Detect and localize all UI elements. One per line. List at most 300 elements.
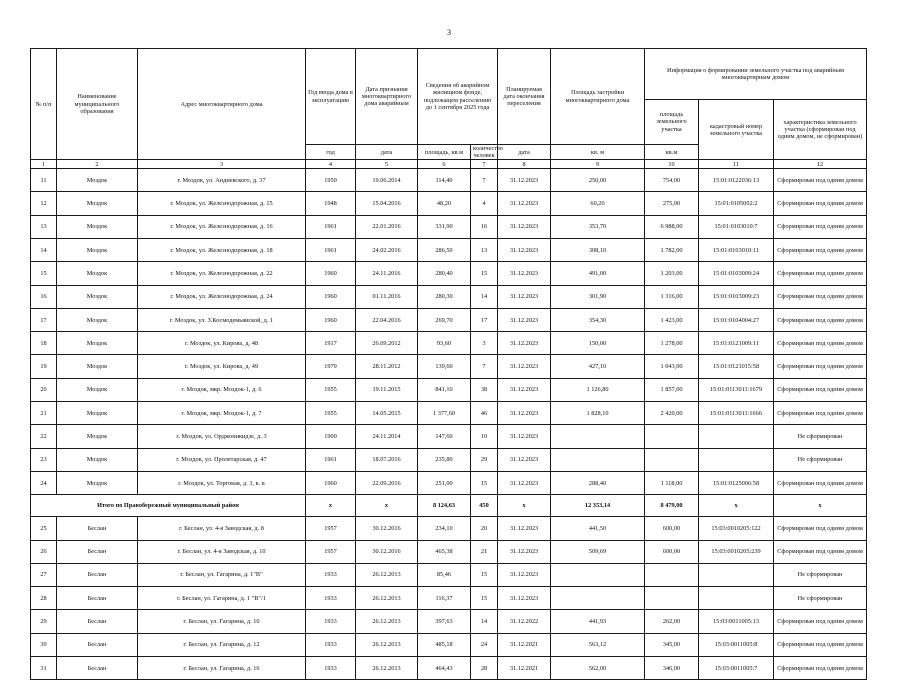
cell-people: 28: [471, 657, 498, 680]
cell-address: г. Моздок, ул. Торговая, д. 3, к. в: [138, 471, 306, 494]
cell-land-area: 1 278,00: [645, 332, 699, 355]
cell-municipality: Моздок: [57, 169, 138, 192]
cell-area: 485,18: [418, 633, 471, 656]
total-c8: x: [498, 495, 551, 517]
cell-area: 269,70: [418, 308, 471, 331]
total-c7: 450: [471, 495, 498, 517]
cell-municipality: Моздок: [57, 262, 138, 285]
column-number: 8: [498, 160, 551, 169]
cell-address: г. Моздок, мкр. Моздок-1, д. 6: [138, 378, 306, 401]
cell-cadastral-number: 15:01:0121009:11: [699, 332, 774, 355]
cell-people: 10: [471, 425, 498, 448]
cell-address: г. Беслан, ул. Гагарина, д. 16: [138, 657, 306, 680]
cell-address: г. Моздок, ул. Железнодорожная, д. 16: [138, 215, 306, 238]
cell-area: 85,46: [418, 563, 471, 586]
table-row: [31, 425, 867, 448]
cell-people: 15: [471, 471, 498, 494]
cell-area: 397,63: [418, 610, 471, 633]
cell-built-area: [551, 563, 645, 586]
cell-planned-date: 31.12.2023: [498, 540, 551, 563]
cell-address: г. Беслан, ул. Гагарина, д. 10: [138, 610, 306, 633]
cell-cadastral-number: 15:03:0011005:8: [699, 633, 774, 656]
table-row: [31, 448, 867, 471]
cell-year: 1960: [306, 262, 356, 285]
cell-planned-date: 31.12.2021: [498, 657, 551, 680]
cell-land-status: Сформирован под одним домом: [774, 633, 867, 656]
cell-built-area: 288,40: [551, 471, 645, 494]
cell-address: г. Моздок, ул. Кирова, д. 49: [138, 355, 306, 378]
cell-municipality: Моздок: [57, 215, 138, 238]
cell-land-status: Сформирован под одним домом: [774, 169, 867, 192]
cell-address: г. Беслан, ул. Гагарина, д. 1 "В"/1: [138, 587, 306, 610]
cell-built-area: 441,50: [551, 517, 645, 540]
cell-land-area: 1 118,00: [645, 471, 699, 494]
cell-land-status: Сформирован под одним домом: [774, 402, 867, 425]
column-number: 11: [699, 160, 774, 169]
table-row: [31, 192, 867, 215]
table-row: [31, 355, 867, 378]
cell-row-num: 28: [31, 587, 57, 610]
cell-planned-date: 31.12.2023: [498, 332, 551, 355]
cell-people: 7: [471, 169, 498, 192]
cell-row-num: 14: [31, 238, 57, 261]
cell-emergency-date: 24.02.2016: [356, 238, 418, 261]
cell-land-status: Сформирован под одним домом: [774, 378, 867, 401]
cell-planned-date: 31.12.2023: [498, 402, 551, 425]
table-row: [31, 563, 867, 586]
col-header-land-char: характеристика земельного участка (сформирован под одним домом, не сформирован): [774, 100, 867, 160]
cell-emergency-date: 24.11.2016: [356, 262, 418, 285]
cell-land-status: Сформирован под одним домом: [774, 332, 867, 355]
cell-row-num: 19: [31, 355, 57, 378]
cell-municipality: Моздок: [57, 425, 138, 448]
cell-year: 1960: [306, 471, 356, 494]
cell-municipality: Беслан: [57, 540, 138, 563]
cell-land-status: Сформирован под одним домом: [774, 262, 867, 285]
column-number: 12: [774, 160, 867, 169]
col-header-housing-info: Сведения об аварийном жилищном фонде, подлежащем расселению до 1 сентября 2025 года: [418, 49, 498, 145]
col-header-year: Год ввода дома в эксплуатацию: [306, 49, 356, 145]
cell-municipality: Моздок: [57, 471, 138, 494]
column-numbers-row: [31, 160, 867, 169]
cell-emergency-date: 19.11.2015: [356, 378, 418, 401]
cell-cadastral-number: 15:01:0105002:2: [699, 192, 774, 215]
cell-municipality: Беслан: [57, 517, 138, 540]
cell-area: 114,40: [418, 169, 471, 192]
cell-cadastral-number: 15:03:0010205:239: [699, 540, 774, 563]
cell-land-status: Сформирован под одним домом: [774, 355, 867, 378]
cell-cadastral-number: 15:01:0103010:11: [699, 238, 774, 261]
cell-land-status: Сформирован под одним домом: [774, 285, 867, 308]
cell-cadastral-number: [699, 425, 774, 448]
cell-people: 15: [471, 563, 498, 586]
table-row: [31, 587, 867, 610]
cell-emergency-date: 24.11.2014: [356, 425, 418, 448]
unit-built-area: кв. м: [551, 145, 645, 160]
cell-planned-date: 31.12.2023: [498, 308, 551, 331]
cell-land-area: 1 316,00: [645, 285, 699, 308]
cell-municipality: Моздок: [57, 285, 138, 308]
cell-people: 16: [471, 215, 498, 238]
col-header-cadastral: кадастровый номер земельного участка: [699, 100, 774, 160]
cell-area: 48,20: [418, 192, 471, 215]
cell-emergency-date: 26.12.2013: [356, 563, 418, 586]
cell-emergency-date: 26.12.2013: [356, 587, 418, 610]
unit-planned-date: дата: [498, 145, 551, 160]
cell-planned-date: 31.12.2023: [498, 285, 551, 308]
column-number: 5: [356, 160, 418, 169]
table-row: [31, 308, 867, 331]
cell-municipality: Беслан: [57, 610, 138, 633]
cell-built-area: 563,12: [551, 633, 645, 656]
cell-land-area: 754,00: [645, 169, 699, 192]
cell-municipality: Беслан: [57, 563, 138, 586]
cell-land-area: [645, 448, 699, 471]
col-header-address: Адрес многоквартирного дома: [138, 49, 306, 160]
cell-row-num: 22: [31, 425, 57, 448]
col-header-num: № п/п: [31, 49, 57, 160]
cell-address: г. Моздок, ул. Орджоникидзе, д. 3: [138, 425, 306, 448]
table-row: [31, 238, 867, 261]
cell-emergency-date: 22.01.2016: [356, 215, 418, 238]
cell-address: г. Моздок, ул. Пролетарская, д. 47: [138, 448, 306, 471]
cell-area: 235,80: [418, 448, 471, 471]
cell-address: г. Моздок, ул. З.Космодемьянской, д. 1: [138, 308, 306, 331]
cell-row-num: 18: [31, 332, 57, 355]
cell-land-area: 262,00: [645, 610, 699, 633]
cell-row-num: 25: [31, 517, 57, 540]
cell-address: г. Беслан, ул. 4-я Заводская, д. 10: [138, 540, 306, 563]
cell-emergency-date: 01.11.2016: [356, 285, 418, 308]
cell-row-num: 17: [31, 308, 57, 331]
cell-cadastral-number: [699, 587, 774, 610]
unit-area: площадь, кв.м: [418, 145, 471, 160]
cell-cadastral-number: 15:01:0125006:58: [699, 471, 774, 494]
cell-row-num: 29: [31, 610, 57, 633]
cell-planned-date: 31.12.2023: [498, 262, 551, 285]
cell-planned-date: 31.12.2023: [498, 517, 551, 540]
column-number: 9: [551, 160, 645, 169]
cell-people: 20: [471, 517, 498, 540]
cell-area: 280,40: [418, 262, 471, 285]
cell-area: 139,60: [418, 355, 471, 378]
cell-area: 1 377,60: [418, 402, 471, 425]
total-c5: x: [356, 495, 418, 517]
unit-date: дата: [356, 145, 418, 160]
cell-planned-date: 31.12.2021: [498, 633, 551, 656]
cell-year: 1948: [306, 192, 356, 215]
cell-area: 251,00: [418, 471, 471, 494]
cell-people: 29: [471, 448, 498, 471]
cell-municipality: Беслан: [57, 587, 138, 610]
cell-land-status: Сформирован под одним домом: [774, 192, 867, 215]
cell-planned-date: 31.12.2022: [498, 610, 551, 633]
total-c10: 8 479,00: [645, 495, 699, 517]
table-row: [31, 610, 867, 633]
cell-people: 3: [471, 332, 498, 355]
cell-land-status: Сформирован под одним домом: [774, 610, 867, 633]
table-row: [31, 332, 867, 355]
unit-year: год: [306, 145, 356, 160]
column-number: 6: [418, 160, 471, 169]
cell-built-area: 150,00: [551, 332, 645, 355]
column-number: 4: [306, 160, 356, 169]
cell-row-num: 20: [31, 378, 57, 401]
cell-land-area: [645, 563, 699, 586]
cell-emergency-date: 30.12.2016: [356, 517, 418, 540]
cell-land-area: 600,00: [645, 517, 699, 540]
cell-year: 1960: [306, 285, 356, 308]
cell-row-num: 30: [31, 633, 57, 656]
cell-land-status: Не сформирован: [774, 563, 867, 586]
cell-cadastral-number: 15:01:0103009:23: [699, 285, 774, 308]
cell-row-num: 27: [31, 563, 57, 586]
cell-municipality: Моздок: [57, 448, 138, 471]
cell-year: 1960: [306, 308, 356, 331]
cell-built-area: 441,93: [551, 610, 645, 633]
cell-land-status: Не сформирован: [774, 587, 867, 610]
cell-planned-date: 31.12.2023: [498, 238, 551, 261]
cell-year: 1917: [306, 332, 356, 355]
cell-row-num: 11: [31, 169, 57, 192]
cell-emergency-date: 22.09.2016: [356, 471, 418, 494]
cell-people: 24: [471, 633, 498, 656]
table-row: [31, 285, 867, 308]
cell-cadastral-number: 15:01:0121015:58: [699, 355, 774, 378]
cell-address: г. Моздок, ул. Андиевского, д. 37: [138, 169, 306, 192]
cell-year: 1961: [306, 448, 356, 471]
table-row: [31, 471, 867, 494]
cell-year: 1933: [306, 610, 356, 633]
cell-municipality: Беслан: [57, 657, 138, 680]
cell-municipality: Моздок: [57, 192, 138, 215]
total-c12: x: [774, 495, 867, 517]
cell-land-status: Не сформирован: [774, 425, 867, 448]
cell-built-area: 491,00: [551, 262, 645, 285]
column-number: 1: [31, 160, 57, 169]
cell-address: г. Беслан, ул. 4-я Заводская, д. 8: [138, 517, 306, 540]
cell-built-area: 301,90: [551, 285, 645, 308]
total-label: Итого по Правобережный муниципальный район: [31, 495, 306, 517]
cell-area: 147,60: [418, 425, 471, 448]
cell-built-area: 60,20: [551, 192, 645, 215]
col-header-planned-date: Планируемая дата окончания переселения: [498, 49, 551, 145]
col-header-land-area: площадь земельного участка: [645, 100, 699, 145]
cell-built-area: 427,10: [551, 355, 645, 378]
cell-address: г. Моздок, ул. Кирова, д. 48: [138, 332, 306, 355]
cell-emergency-date: 19.06.2014: [356, 169, 418, 192]
cell-municipality: Моздок: [57, 355, 138, 378]
cell-built-area: [551, 587, 645, 610]
cell-land-area: 345,00: [645, 633, 699, 656]
cell-area: 116,37: [418, 587, 471, 610]
cell-area: 464,43: [418, 657, 471, 680]
cell-people: 13: [471, 238, 498, 261]
cell-built-area: 1 126,80: [551, 378, 645, 401]
cell-year: 1979: [306, 355, 356, 378]
cell-area: 465,38: [418, 540, 471, 563]
cell-municipality: Моздок: [57, 332, 138, 355]
cell-people: 14: [471, 285, 498, 308]
cell-built-area: [551, 425, 645, 448]
cell-emergency-date: 26.09.2012: [356, 332, 418, 355]
cell-built-area: 562,00: [551, 657, 645, 680]
cell-built-area: 509,69: [551, 540, 645, 563]
table-row: [31, 657, 867, 680]
cell-planned-date: 31.12.2023: [498, 169, 551, 192]
cell-land-area: 275,00: [645, 192, 699, 215]
cell-people: 15: [471, 587, 498, 610]
total-c4: x: [306, 495, 356, 517]
cell-land-status: Сформирован под одним домом: [774, 215, 867, 238]
cell-address: г. Моздок, ул. Железнодорожная, д. 18: [138, 238, 306, 261]
cell-emergency-date: 28.11.2012: [356, 355, 418, 378]
cell-people: 15: [471, 262, 498, 285]
cell-row-num: 13: [31, 215, 57, 238]
cell-area: 93,60: [418, 332, 471, 355]
cell-cadastral-number: 15:01:0122036:13: [699, 169, 774, 192]
cell-year: 1955: [306, 378, 356, 401]
cell-cadastral-number: [699, 563, 774, 586]
cell-address: г. Моздок, мкр. Моздок-1, д. 7: [138, 402, 306, 425]
cell-land-status: Сформирован под одним домом: [774, 471, 867, 494]
cell-emergency-date: 30.12.2016: [356, 540, 418, 563]
table-body: [31, 169, 867, 680]
cell-year: 1957: [306, 517, 356, 540]
cell-cadastral-number: 15:01:0104004:27: [699, 308, 774, 331]
column-number: 7: [471, 160, 498, 169]
cell-land-status: Сформирован под одним домом: [774, 517, 867, 540]
table-row: [31, 378, 867, 401]
cell-cadastral-number: 15:03:0011005:13: [699, 610, 774, 633]
cell-built-area: 354,30: [551, 308, 645, 331]
cell-land-area: 600,00: [645, 540, 699, 563]
cell-year: 1933: [306, 587, 356, 610]
cell-people: 7: [471, 355, 498, 378]
cell-planned-date: 31.12.2023: [498, 425, 551, 448]
col-header-built-area: Площадь застройки многоквартирного дома: [551, 49, 645, 145]
cell-municipality: Моздок: [57, 308, 138, 331]
cell-area: 234,10: [418, 517, 471, 540]
cell-land-area: 2 420,00: [645, 402, 699, 425]
cell-land-area: [645, 425, 699, 448]
cell-land-area: 346,00: [645, 657, 699, 680]
cell-people: 46: [471, 402, 498, 425]
total-c6: 8 124,63: [418, 495, 471, 517]
cell-cadastral-number: 15:01:0113011:1679: [699, 378, 774, 401]
table-row: [31, 517, 867, 540]
cell-land-area: 1 782,00: [645, 238, 699, 261]
total-c11: x: [699, 495, 774, 517]
cell-municipality: Моздок: [57, 238, 138, 261]
cell-year: 1933: [306, 633, 356, 656]
cell-year: 1957: [306, 540, 356, 563]
cell-planned-date: 31.12.2023: [498, 448, 551, 471]
cell-planned-date: 31.12.2023: [498, 215, 551, 238]
cell-cadastral-number: 15:01:0113011:1666: [699, 402, 774, 425]
cell-land-area: 1 203,00: [645, 262, 699, 285]
cell-year: 1933: [306, 563, 356, 586]
cell-address: г. Беслан, ул. Гагарина, д. 12: [138, 633, 306, 656]
cell-year: 1961: [306, 238, 356, 261]
cell-planned-date: 31.12.2023: [498, 355, 551, 378]
cell-emergency-date: 15.04.2016: [356, 192, 418, 215]
cell-land-area: [645, 587, 699, 610]
cell-area: 331,90: [418, 215, 471, 238]
cell-row-num: 24: [31, 471, 57, 494]
cell-emergency-date: 26.12.2013: [356, 657, 418, 680]
cell-address: г. Моздок, ул. Железнодорожная, д. 24: [138, 285, 306, 308]
column-number: 3: [138, 160, 306, 169]
cell-row-num: 12: [31, 192, 57, 215]
column-number: 2: [57, 160, 138, 169]
cell-planned-date: 31.12.2023: [498, 192, 551, 215]
cell-planned-date: 31.12.2023: [498, 587, 551, 610]
cell-land-status: Не сформирован: [774, 448, 867, 471]
cell-area: 286,50: [418, 238, 471, 261]
total-row: [31, 495, 867, 517]
cell-emergency-date: 18.07.2016: [356, 448, 418, 471]
cell-cadastral-number: 15:03:0010205:122: [699, 517, 774, 540]
cell-people: 21: [471, 540, 498, 563]
cell-people: 17: [471, 308, 498, 331]
table-row: [31, 215, 867, 238]
page-number: 3: [447, 28, 451, 37]
cell-address: г. Беслан, ул. Гагарина, д. 1"В": [138, 563, 306, 586]
cell-built-area: 250,00: [551, 169, 645, 192]
cell-year: 1961: [306, 215, 356, 238]
cell-row-num: 15: [31, 262, 57, 285]
cell-year: 1950: [306, 169, 356, 192]
cell-address: г. Моздок, ул. Железнодорожная, д. 22: [138, 262, 306, 285]
cell-land-area: 6 988,00: [645, 215, 699, 238]
cell-cadastral-number: [699, 448, 774, 471]
table-row: [31, 540, 867, 563]
cell-people: 4: [471, 192, 498, 215]
unit-land-area: кв.м: [645, 145, 699, 160]
unit-people: количество человек: [471, 145, 498, 160]
cell-planned-date: 31.12.2023: [498, 471, 551, 494]
cell-row-num: 31: [31, 657, 57, 680]
col-header-emergency-date: Дата признания многоквартирного дома аварийным: [356, 49, 418, 145]
column-number: 10: [645, 160, 699, 169]
table-row: [31, 402, 867, 425]
cell-year: 1933: [306, 657, 356, 680]
cell-municipality: Моздок: [57, 402, 138, 425]
cell-land-status: Сформирован под одним домом: [774, 308, 867, 331]
cell-municipality: Моздок: [57, 378, 138, 401]
cell-land-status: Сформирован под одним домом: [774, 657, 867, 680]
cell-emergency-date: 26.12.2013: [356, 610, 418, 633]
col-header-land-info: Информация о формировании земельного участка под аварийным многоквартирным домом: [645, 49, 867, 100]
cell-land-area: 1 043,00: [645, 355, 699, 378]
cell-people: 38: [471, 378, 498, 401]
table-row: [31, 633, 867, 656]
table-row: [31, 262, 867, 285]
cell-year: 1900: [306, 425, 356, 448]
cell-people: 14: [471, 610, 498, 633]
cell-cadastral-number: 15:01:0103009:24: [699, 262, 774, 285]
cell-area: 280,30: [418, 285, 471, 308]
cell-built-area: 308,10: [551, 238, 645, 261]
cell-year: 1955: [306, 402, 356, 425]
cell-emergency-date: 26.12.2013: [356, 633, 418, 656]
cell-cadastral-number: 15:01:0103010:7: [699, 215, 774, 238]
total-c9: 12 353,14: [551, 495, 645, 517]
cell-land-area: 1 857,00: [645, 378, 699, 401]
cell-row-num: 16: [31, 285, 57, 308]
cell-emergency-date: 22.04.2016: [356, 308, 418, 331]
